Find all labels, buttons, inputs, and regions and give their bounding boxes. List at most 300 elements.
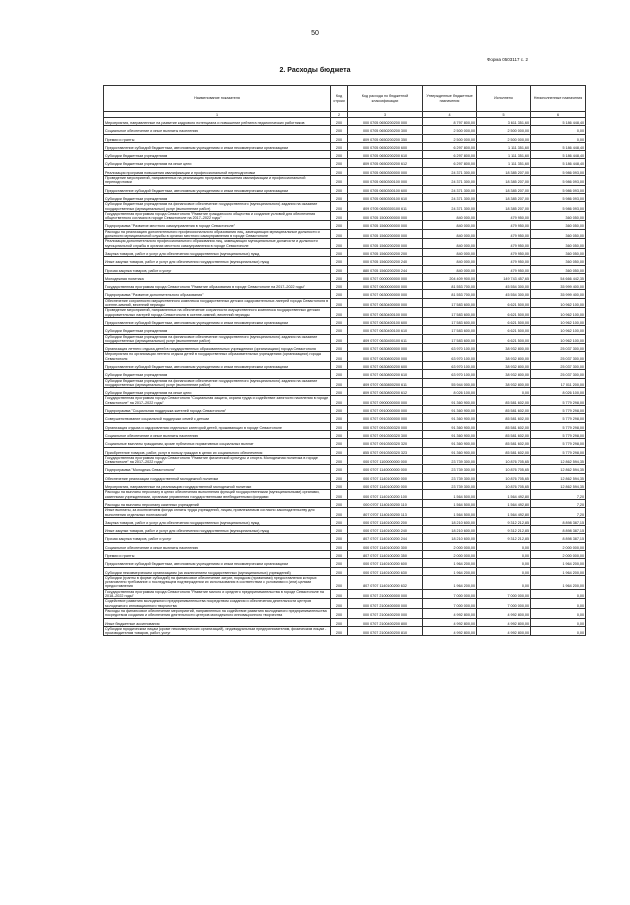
row-name-cell: Закупка товаров, работ и услуг для обеспечения государственных (муниципальных) нужд (104, 517, 331, 525)
row-name-cell: Государственная программа города Севастополя "Развитие гражданского общества и создание условий для обеспечения общественного согласия в городе Севастополе на 2017–2022 годы" (104, 211, 331, 221)
row-name-cell: Субсидии (гранты в форме субсидий) на финансовое обеспечение затрат, порядком (правилами) предоставления которых установлено требование о последующем подтверждении их использования в соответствии с условиями и (или) целями предоставления (104, 575, 331, 589)
row-code-cell: 200 (331, 334, 348, 344)
row-name-cell: Организация летнего отдыха детей в государственных образовательных учреждениях (организациях) города Севастополя (104, 344, 331, 352)
row-kbk-cell: 000 0707 0910300320 000 (348, 422, 423, 430)
row-executed-cell: 479 950,00 (477, 265, 531, 273)
table-row (104, 626, 586, 636)
row-unexecuted-cell: 12 862 594,35 (531, 455, 586, 465)
row-code-cell: 200 (331, 308, 348, 318)
row-kbk-cell: 880 0705 1560200200 244 (348, 265, 423, 273)
table-row (104, 567, 586, 575)
row-unexecuted-cell: 5 779 298,00 (531, 447, 586, 455)
row-unexecuted-cell: 10 962 100,00 (531, 298, 586, 308)
row-unexecuted-cell: 7,20 (531, 499, 586, 507)
row-code-cell: 200 (331, 361, 348, 369)
row-name-cell: Премии и гранты (104, 551, 331, 559)
row-name-cell: Субсидии бюджетным учреждениям на иные цели (104, 388, 331, 396)
row-approved-cell: 6 297 800,00 (423, 142, 477, 150)
row-name-cell: Проведение мероприятий, направленных на реализацию программ повышения квалификации и профессиональной переподготовки (104, 176, 331, 186)
row-kbk-cell: 000 0707 1140000000 000 (348, 465, 423, 473)
row-unexecuted-cell: 5 779 298,00 (531, 396, 586, 406)
row-executed-cell: 6 621 500,00 (477, 326, 531, 334)
row-executed-cell: 18 385 207,00 (477, 185, 531, 193)
row-unexecuted-cell: 5 986 093,00 (531, 185, 586, 193)
row-code-cell: 200 (331, 151, 348, 159)
row-name-cell: Субсидии бюджетным учреждениям (104, 151, 331, 159)
table-row (104, 118, 586, 126)
row-approved-cell: 18 210 600,00 (423, 526, 477, 534)
row-approved-cell: 1 564 500,00 (423, 499, 477, 507)
row-code-cell: 200 (331, 167, 348, 175)
row-name-cell: Социальные выплаты гражданам, кроме публичных нормативных социальных выплат (104, 439, 331, 447)
row-code-cell: 200 (331, 490, 348, 500)
row-unexecuted-cell: 25 037 300,00 (531, 370, 586, 378)
row-code-cell: 200 (331, 265, 348, 273)
row-name-cell: Предоставление субсидий бюджетным, автономным учреждениям и иным некоммерческим организациям (104, 185, 331, 193)
row-code-cell: 200 (331, 126, 348, 134)
row-name-cell: Государственная программа города Севастополя "Социальная защита, охрана труда и содействие занятости населения в городе Севастополе" на 2017–2022 годы" (104, 396, 331, 406)
row-kbk-cell: 000 0707 0630800200 000 (348, 352, 423, 362)
row-approved-cell: 63 970 100,00 (423, 352, 477, 362)
row-code-cell: 200 (331, 185, 348, 193)
row-kbk-cell: 809 0707 0630800200 612 (348, 388, 423, 396)
row-name-cell: Реализация программ повышения квалификации и профессиональной переподготовки (104, 167, 331, 175)
row-approved-cell: 1 964 200,00 (423, 567, 477, 575)
row-executed-cell: 85 581 602,00 (477, 430, 531, 438)
row-kbk-cell: 000 0705 1500000000 000 (348, 211, 423, 221)
table-row (104, 248, 586, 256)
row-kbk-cell: 000 0705 0650200200 610 (348, 151, 423, 159)
table-row (104, 282, 586, 290)
row-executed-cell: 1 111 351,60 (477, 159, 531, 167)
table-row (104, 334, 586, 344)
table-row (104, 167, 586, 175)
row-code-cell: 200 (331, 239, 348, 249)
table-row (104, 542, 586, 550)
row-unexecuted-cell: 10 962 100,00 (531, 326, 586, 334)
row-code-cell: 200 (331, 422, 348, 430)
row-unexecuted-cell: 5 186 448,40 (531, 142, 586, 150)
row-code-cell: 200 (331, 344, 348, 352)
table-row (104, 396, 586, 406)
row-name-cell: Субсидии бюджетным учреждениям на финансовое обеспечение государственного (муниципального) задания на оказание государственных (муниципальных) услуг (выполнение работ) (104, 334, 331, 344)
row-unexecuted-cell: 5 779 298,00 (531, 414, 586, 422)
row-approved-cell: 18 210 600,00 (423, 534, 477, 542)
row-executed-cell: 479 950,00 (477, 229, 531, 239)
table-row (104, 534, 586, 542)
row-code-cell: 200 (331, 608, 348, 618)
row-name-cell: Субсидии бюджетным учреждениям на финансовое обеспечение государственного (муниципального) задания на оказание государственных (муниципальных) услуг (выполнение работ) (104, 202, 331, 212)
row-unexecuted-cell: 7,20 (531, 490, 586, 500)
row-unexecuted-cell: 5 779 298,00 (531, 406, 586, 414)
table-row (104, 499, 586, 507)
row-approved-cell: 17 583 600,00 (423, 298, 477, 308)
row-name-cell: Реализация дополнительного профессионального образования лиц, замещающих муниципальные должности и должности муниципальной службы в органах местного самоуправления в городе Севастополе (104, 239, 331, 249)
row-unexecuted-cell: 17 011 200,00 (531, 378, 586, 388)
row-approved-cell: 91 360 900,00 (423, 406, 477, 414)
row-approved-cell: 2 000 000,00 (423, 551, 477, 559)
row-name-cell: Прочая закупка товаров, работ и услуг (104, 534, 331, 542)
row-executed-cell: 1 111 351,60 (477, 142, 531, 150)
row-unexecuted-cell: 360 050,00 (531, 211, 586, 221)
row-kbk-cell: 000 0707 0600000000 000 (348, 282, 423, 290)
row-code-cell: 200 (331, 526, 348, 534)
row-executed-cell: 85 581 602,00 (477, 396, 531, 406)
row-code-cell: 200 (331, 290, 348, 298)
row-code-cell: 200 (331, 326, 348, 334)
row-approved-cell: 63 970 100,00 (423, 344, 477, 352)
row-approved-cell: 24 371 300,00 (423, 185, 477, 193)
row-kbk-cell: 000 0707 0630800200 600 (348, 361, 423, 369)
table-row (104, 126, 586, 134)
row-kbk-cell: 000 0707 1100000000 000 (348, 455, 423, 465)
row-code-cell: 200 (331, 352, 348, 362)
row-executed-cell: 149 743 457,65 (477, 273, 531, 281)
table-row (104, 193, 586, 201)
row-executed-cell: 1 111 351,60 (477, 151, 531, 159)
table-row (104, 229, 586, 239)
row-executed-cell: 38 932 800,00 (477, 344, 531, 352)
row-unexecuted-cell: 0,00 (531, 608, 586, 618)
table-row (104, 508, 586, 518)
row-unexecuted-cell: 5 986 093,00 (531, 176, 586, 186)
row-approved-cell: 91 360 900,00 (423, 414, 477, 422)
row-kbk-cell: 807 0707 1140100200 113 (348, 508, 423, 518)
row-unexecuted-cell: 25 037 300,00 (531, 344, 586, 352)
row-name-cell: Молодежная политика (104, 273, 331, 281)
table-row (104, 352, 586, 362)
row-kbk-cell: 000 0707 1140100200 100 (348, 490, 423, 500)
row-name-cell: Подпрограмма "Развитие местного самоуправления в городе Севастополе" (104, 221, 331, 229)
row-executed-cell: 18 385 207,00 (477, 202, 531, 212)
table-row (104, 559, 586, 567)
table-row (104, 308, 586, 318)
row-approved-cell: 81 553 700,00 (423, 282, 477, 290)
row-kbk-cell: 000 0707 2100400000 000 (348, 599, 423, 609)
row-executed-cell: 1 564 492,80 (477, 499, 531, 507)
column-index: 3 (348, 112, 423, 118)
row-unexecuted-cell: 5 186 448,40 (531, 118, 586, 126)
row-kbk-cell: 809 0705 0650300100 611 (348, 202, 423, 212)
row-code-cell: 200 (331, 273, 348, 281)
row-code-cell: 200 (331, 618, 348, 626)
row-executed-cell: 45 554 300,00 (477, 282, 531, 290)
row-name-cell: Организация отдыха и оздоровления отдельных категорий детей, проживающих в городе Севастополе (104, 422, 331, 430)
row-executed-cell: 0,00 (477, 388, 531, 396)
row-name-cell: Государственная программа города Севастополя "Развитие физической культуры и спорта. Молодежная политика в городе Севастополе" на 2017–2022 годы" (104, 455, 331, 465)
row-unexecuted-cell: 5 986 093,00 (531, 202, 586, 212)
row-unexecuted-cell: 1 964 200,00 (531, 567, 586, 575)
row-executed-cell: 85 581 602,00 (477, 414, 531, 422)
table-row (104, 422, 586, 430)
row-unexecuted-cell: 1 964 200,00 (531, 575, 586, 589)
table-row (104, 551, 586, 559)
row-kbk-cell: 000 0707 2100400200 810 (348, 626, 423, 636)
row-code-cell: 200 (331, 388, 348, 396)
table-row (104, 526, 586, 534)
row-code-cell: 200 (331, 257, 348, 265)
row-approved-cell: 2 000 000,00 (423, 542, 477, 550)
row-code-cell: 200 (331, 430, 348, 438)
table-row (104, 273, 586, 281)
row-executed-cell: 18 385 207,00 (477, 167, 531, 175)
table-row (104, 406, 586, 414)
row-code-cell: 200 (331, 482, 348, 490)
row-code-cell: 200 (331, 575, 348, 589)
row-executed-cell: 479 950,00 (477, 211, 531, 221)
row-unexecuted-cell: 25 037 300,00 (531, 361, 586, 369)
row-approved-cell: 23 739 300,00 (423, 465, 477, 473)
row-approved-cell: 840 000,00 (423, 257, 477, 265)
table-row (104, 490, 586, 500)
row-name-cell: Проведение мероприятий, направленных на обеспечение сохранности имущественного комплекса государственных детских оздоровительных лагерей города Севастополя в осенне-зимний, весенний периоды (104, 308, 331, 318)
row-code-cell: 200 (331, 396, 348, 406)
row-code-cell: 200 (331, 455, 348, 465)
row-approved-cell: 81 553 700,00 (423, 290, 477, 298)
row-name-cell: Государственная программа города Севастополя "Развитие малого и среднего предпринимательства в городе Севастополе на 2018–2022 годы" (104, 589, 331, 599)
row-kbk-cell: 000 0707 0000000000 000 (348, 273, 423, 281)
row-kbk-cell: 000 0705 0650300100 600 (348, 185, 423, 193)
row-code-cell: 200 (331, 567, 348, 575)
table-row (104, 202, 586, 212)
row-name-cell: Предоставление субсидий бюджетным, автономным учреждениям и иным некоммерческим организациям (104, 559, 331, 567)
table-row (104, 151, 586, 159)
row-name-cell: Премии и гранты (104, 134, 331, 142)
row-code-cell: 200 (331, 159, 348, 167)
row-kbk-cell: 000 0707 0910300000 000 (348, 414, 423, 422)
row-name-cell: Субсидии бюджетным учреждениям (104, 370, 331, 378)
row-approved-cell: 1 964 200,00 (423, 575, 477, 589)
row-code-cell: 200 (331, 447, 348, 455)
table-row (104, 589, 586, 599)
row-unexecuted-cell: 8 898 387,15 (531, 517, 586, 525)
row-executed-cell: 2 500 000,00 (477, 134, 531, 142)
row-kbk-cell: 807 0707 1140100200 350 (348, 551, 423, 559)
row-unexecuted-cell: 360 050,00 (531, 229, 586, 239)
row-approved-cell: 17 583 600,00 (423, 334, 477, 344)
row-executed-cell: 18 385 207,00 (477, 193, 531, 201)
row-executed-cell: 10 876 705,65 (477, 473, 531, 481)
row-name-cell: Расходы на финансовое обеспечение мероприятий, направленных на содействие развитию молодежного предпринимательства посредством создания и обеспечения деятельности центров молодежного инновационного творчества (104, 608, 331, 618)
row-unexecuted-cell: 8 898 387,15 (531, 534, 586, 542)
row-kbk-cell: 000 0705 1560200000 000 (348, 229, 423, 239)
row-executed-cell: 9 312 212,85 (477, 526, 531, 534)
row-unexecuted-cell: 360 050,00 (531, 221, 586, 229)
row-approved-cell: 17 583 600,00 (423, 326, 477, 334)
row-code-cell: 200 (331, 370, 348, 378)
row-unexecuted-cell: 10 962 100,00 (531, 334, 586, 344)
row-kbk-cell: 000 0707 1140100200 200 (348, 517, 423, 525)
row-approved-cell: 24 371 300,00 (423, 167, 477, 175)
table-row (104, 344, 586, 352)
row-executed-cell: 479 950,00 (477, 221, 531, 229)
row-unexecuted-cell: 25 037 300,00 (531, 352, 586, 362)
table-row (104, 473, 586, 481)
row-kbk-cell: 000 0707 1140100200 000 (348, 482, 423, 490)
table-row (104, 142, 586, 150)
column-index: 6 (531, 112, 586, 118)
row-kbk-cell: 000 0705 1560000000 000 (348, 221, 423, 229)
row-unexecuted-cell: 0,00 (531, 626, 586, 636)
row-executed-cell: 38 932 800,00 (477, 370, 531, 378)
row-kbk-cell: 000 0705 0650200200 300 (348, 126, 423, 134)
row-kbk-cell: 000 0705 1560200200 240 (348, 257, 423, 265)
row-name-cell: Мероприятия, направленные на развитие кадрового потенциала и повышение рейтинга педагогических работников (104, 118, 331, 126)
row-executed-cell: 18 385 207,00 (477, 176, 531, 186)
row-kbk-cell: 000 0705 0650200200 000 (348, 118, 423, 126)
row-kbk-cell: 000 0707 0630400000 000 (348, 298, 423, 308)
row-approved-cell: 840 000,00 (423, 221, 477, 229)
row-name-cell: Подпрограмма "Молодежь Севастополя" (104, 465, 331, 473)
row-unexecuted-cell: 12 862 594,35 (531, 482, 586, 490)
row-name-cell: Расходы на выплаты персоналу в целях обеспечения выполнения функций государственными (муниципальными) органами, казенными учреждениями, органами управления государственными внебюджетными фондами (104, 490, 331, 500)
row-code-cell: 200 (331, 282, 348, 290)
form-code: Форма 0503117 с. 2 (487, 57, 528, 62)
table-row (104, 608, 586, 618)
table-row (104, 430, 586, 438)
row-name-cell: Подпрограмма "Развитие дополнительного образования" (104, 290, 331, 298)
row-approved-cell: 23 739 300,00 (423, 455, 477, 465)
row-executed-cell: 0,00 (477, 559, 531, 567)
table-row (104, 265, 586, 273)
row-approved-cell: 91 360 900,00 (423, 430, 477, 438)
row-unexecuted-cell: 2 000 000,00 (531, 542, 586, 550)
row-approved-cell: 23 739 300,00 (423, 482, 477, 490)
row-unexecuted-cell: 0,00 (531, 618, 586, 626)
row-code-cell: 200 (331, 298, 348, 308)
row-executed-cell: 4 992 800,00 (477, 626, 531, 636)
row-unexecuted-cell: 0,00 (531, 599, 586, 609)
row-executed-cell: 6 621 500,00 (477, 298, 531, 308)
row-name-cell: Субсидии бюджетным учреждениям на финансовое обеспечение государственного (муниципального) задания на оказание государственных (муниципальных) услуг (выполнение работ) (104, 378, 331, 388)
row-name-cell: Социальное обеспечение и иные выплаты населению (104, 542, 331, 550)
row-kbk-cell: 000 0705 0650300100 610 (348, 193, 423, 201)
row-kbk-cell: 000 0705 1560200200 000 (348, 239, 423, 249)
header-line-code: Код строки (331, 86, 348, 112)
row-unexecuted-cell: 35 999 400,00 (531, 290, 586, 298)
row-name-cell: Субсидии бюджетным учреждениям (104, 193, 331, 201)
row-approved-cell: 6 297 800,00 (423, 151, 477, 159)
row-kbk-cell: 855 0707 0910300320 323 (348, 447, 423, 455)
row-code-cell: 200 (331, 517, 348, 525)
row-approved-cell: 18 210 600,00 (423, 517, 477, 525)
row-unexecuted-cell: 5 186 448,40 (531, 151, 586, 159)
row-unexecuted-cell: 360 050,00 (531, 257, 586, 265)
row-approved-cell: 91 360 900,00 (423, 422, 477, 430)
row-executed-cell: 0,00 (477, 542, 531, 550)
row-name-cell: Иные выплаты, за исключением фонда оплаты труда учреждений, лицам, привлекаемым согласно законодательству для выполнения отдельных полномочий (104, 508, 331, 518)
row-name-cell: Закупка товаров, работ и услуг для обеспечения государственных (муниципальных) нужд (104, 248, 331, 256)
row-approved-cell: 204 409 900,00 (423, 273, 477, 281)
row-code-cell: 200 (331, 193, 348, 201)
row-name-cell: Совершенствование социальной поддержки семей с детьми (104, 414, 331, 422)
header-budget-code: Код расхода по бюджетной классификации (348, 86, 423, 112)
row-executed-cell: 85 581 602,00 (477, 439, 531, 447)
row-kbk-cell: 000 0707 1140100000 000 (348, 473, 423, 481)
row-executed-cell: 7 000 000,00 (477, 599, 531, 609)
table-row (104, 298, 586, 308)
row-unexecuted-cell: 5 779 298,00 (531, 439, 586, 447)
row-executed-cell: 4 992 800,00 (477, 618, 531, 626)
row-executed-cell: 9 312 212,85 (477, 517, 531, 525)
table-row (104, 455, 586, 465)
row-kbk-cell: 000 0707 2100400200 800 (348, 618, 423, 626)
row-name-cell: Обеспечение сохранности имущественного комплекса государственных детских оздоровительных лагерей города Севастополя в осенне-зимний, весенний периоды (104, 298, 331, 308)
row-approved-cell: 840 000,00 (423, 229, 477, 239)
header-executed: Исполнено (477, 86, 531, 112)
table-row (104, 159, 586, 167)
table-row (104, 239, 586, 249)
row-name-cell: Мероприятия, направленные на реализацию государственной молодежной политики (104, 482, 331, 490)
table-row (104, 414, 586, 422)
row-code-cell: 200 (331, 473, 348, 481)
row-code-cell: 200 (331, 142, 348, 150)
row-unexecuted-cell: 5 986 093,00 (531, 193, 586, 201)
row-kbk-cell: 000 0707 0630800200 610 (348, 370, 423, 378)
row-approved-cell: 840 000,00 (423, 211, 477, 221)
table-row (104, 257, 586, 265)
row-kbk-cell: 000 0707 1140100200 110 (348, 499, 423, 507)
row-unexecuted-cell: 1 964 200,00 (531, 559, 586, 567)
row-executed-cell: 6 621 500,00 (477, 334, 531, 344)
row-code-cell: 200 (331, 118, 348, 126)
row-name-cell: Прочая закупка товаров, работ и услуг (104, 265, 331, 273)
row-executed-cell: 38 932 800,00 (477, 378, 531, 388)
row-code-cell: 200 (331, 465, 348, 473)
table-row (104, 134, 586, 142)
row-name-cell: Иные бюджетные ассигнования (104, 618, 331, 626)
row-approved-cell: 23 739 300,00 (423, 473, 477, 481)
row-unexecuted-cell: 5 779 298,00 (531, 422, 586, 430)
row-executed-cell: 1 564 492,80 (477, 490, 531, 500)
row-unexecuted-cell: 360 050,00 (531, 248, 586, 256)
row-kbk-cell: 807 0707 1140100200 632 (348, 575, 423, 589)
row-unexecuted-cell: 7,20 (531, 508, 586, 518)
column-index: 1 (104, 112, 331, 118)
row-name-cell: Субсидии юридическим лицам (кроме некоммерческих организаций), индивидуальным предпринимателям, физическим лицам - производителям товаров, работ, услуг (104, 626, 331, 636)
row-approved-cell: 1 564 500,00 (423, 508, 477, 518)
row-approved-cell: 8 797 800,00 (423, 118, 477, 126)
row-name-cell: Мероприятия по организации летнего отдыха детей в государственных образовательных учреждениях (организациях) города Севастополя (104, 352, 331, 362)
row-approved-cell: 24 371 300,00 (423, 176, 477, 186)
row-unexecuted-cell: 0,00 (531, 134, 586, 142)
row-executed-cell: 2 500 000,00 (477, 126, 531, 134)
row-name-cell: Иные закупки товаров, работ и услуг для обеспечения государственных (муниципальных) нужд (104, 257, 331, 265)
row-unexecuted-cell: 0,00 (531, 589, 586, 599)
row-unexecuted-cell: 360 050,00 (531, 265, 586, 273)
row-approved-cell: 1 564 500,00 (423, 490, 477, 500)
row-kbk-cell: 000 0707 2100000000 000 (348, 589, 423, 599)
row-code-cell: 200 (331, 176, 348, 186)
table-row (104, 378, 586, 388)
row-kbk-cell: 809 0705 0650200200 350 (348, 134, 423, 142)
row-name-cell: Социальное обеспечение и иные выплаты населению (104, 126, 331, 134)
row-approved-cell: 2 500 000,00 (423, 134, 477, 142)
row-name-cell: Субсидии некоммерческим организациям (за исключением государственных (муниципальных) учреждений) (104, 567, 331, 575)
row-name-cell: Социальное обеспечение и иные выплаты населению (104, 430, 331, 438)
row-code-cell: 200 (331, 229, 348, 239)
table-row (104, 618, 586, 626)
row-kbk-cell: 000 0707 0910300320 320 (348, 439, 423, 447)
row-approved-cell: 2 500 000,00 (423, 126, 477, 134)
row-code-cell: 200 (331, 499, 348, 507)
row-kbk-cell: 807 0707 1140100200 244 (348, 534, 423, 542)
row-executed-cell: 45 554 300,00 (477, 290, 531, 298)
row-executed-cell: 85 581 602,00 (477, 447, 531, 455)
row-name-cell: Субсидии бюджетным учреждениям (104, 326, 331, 334)
table-row (104, 317, 586, 325)
row-executed-cell: 10 876 705,65 (477, 465, 531, 473)
